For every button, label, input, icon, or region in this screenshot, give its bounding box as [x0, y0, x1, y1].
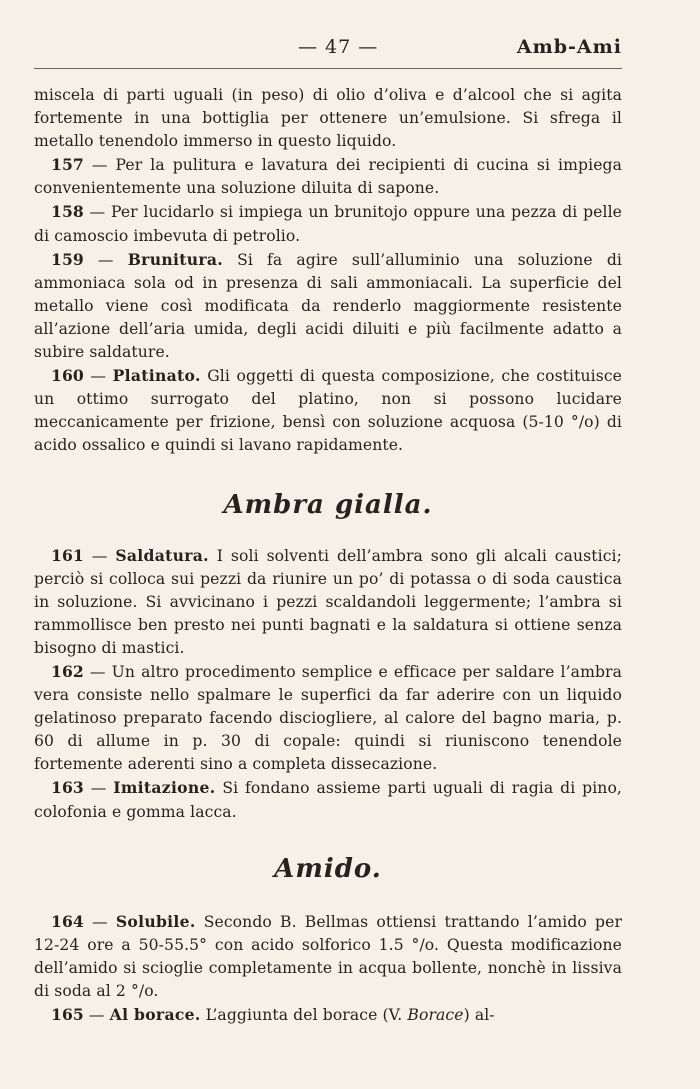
entry-separator: —	[83, 546, 116, 565]
entry-text: Per lucidarlo si impiega un brunitojo oppure una pezza di pelle di camoscio imbevuta di petrolio.	[34, 203, 623, 245]
entry-number: 165	[51, 1005, 84, 1024]
entry-paragraph	[34, 364, 622, 457]
entry-paragraph	[34, 660, 622, 776]
entry-text: Secondo B. Bellmas ottiensi trattando l’amido per 12-24 ore a 50-55.5° con acido solforico 1.5 °/o. Questa modificazione dell’amido si scioglie completamente in acqua bollente, nonchè in lissiva di soda al 2 °/o.	[34, 912, 623, 1000]
entry-number: 163	[51, 778, 84, 798]
entry-number: 162	[51, 661, 84, 681]
entry-separator: —	[83, 203, 111, 222]
page-number: — 47 —	[298, 36, 379, 58]
entry-text-end: ) al-	[463, 1006, 495, 1024]
entry-keyword: Saldatura.	[115, 545, 209, 565]
entry-keyword: Al borace.	[109, 1005, 201, 1024]
entry-separator: —	[83, 156, 116, 175]
entry-paragraph	[34, 153, 622, 200]
entry-text: Un altro procedimento semplice e efficace per saldare l’ambra vera consiste nello spalmare le superfici da far aderire con un liquido gelatinoso preparato facendo disciogliere, al calore del bagno maria, p. 60 di allume in p. 30 di copale: quindi si riuniscono tenendole fortemente aderenti sino a completa dissecazione.	[34, 662, 622, 774]
entry-keyword: Solubile.	[115, 911, 196, 931]
entry-separator: —	[83, 1006, 110, 1024]
entry-keyword: Platinato.	[112, 366, 201, 386]
entry-separator: —	[83, 367, 113, 386]
entry-paragraph	[34, 910, 622, 1003]
entries-group-aluminium	[34, 153, 622, 457]
entries-group-amido	[34, 910, 622, 1003]
entry-paragraph	[34, 200, 622, 247]
entry-paragraph	[34, 248, 622, 364]
entries-group-ambra	[34, 544, 622, 824]
page-header	[34, 36, 622, 62]
entry-text: Per la pulitura e lavatura dei recipienti di cucina si impiega convenientemente una soluzione diluita di sapone.	[34, 156, 622, 198]
entry-number: 164	[51, 911, 84, 931]
entry-paragraph	[34, 544, 622, 660]
header-rule	[34, 68, 622, 69]
entry-text: Si fondano assieme parti uguali di ragia di pino, colofonia e gomma lacca.	[34, 779, 622, 821]
entry-number: 160	[51, 366, 84, 386]
entry-number: 161	[51, 545, 84, 565]
section-heading-ambra-gialla: Ambra gialla.	[223, 489, 433, 520]
section-heading-amido: Amido.	[274, 853, 382, 884]
entry-text: L’aggiunta del borace (V.	[200, 1006, 408, 1024]
page-body	[34, 84, 622, 1027]
entry-number: 157	[51, 155, 84, 175]
entry-text: Si fa agire sull’alluminio una soluzione di ammoniaca sola od in presenza di sali ammoniacali. La superficie del metallo viene così modificata da renderlo maggiormente resistente all’azione dell’aria umida, degli acidi diluiti e più facilmente adatto a subire saldature.	[34, 250, 623, 362]
cross-reference: Borace	[407, 1006, 464, 1024]
entry-paragraph	[34, 1003, 622, 1027]
entry-separator: —	[83, 779, 114, 798]
continued-paragraph: miscela di parti uguali (in peso) di olio d’oliva e d’alcool che si agita fortemente in una bottiglia per ottenere un’emulsione. Si sfrega il metallo tenendolo immerso in questo liquido.	[34, 86, 622, 151]
entry-paragraph	[34, 776, 622, 823]
entry-number: 158	[51, 202, 84, 222]
entry-separator: —	[83, 912, 116, 931]
running-head: Amb-Ami	[516, 36, 622, 58]
entry-separator: —	[83, 250, 128, 269]
entry-text: I soli solventi dell’ambra sono gli alcali caustici; perciò si colloca sui pezzi da riunire un po’ di potassa o di soda caustica in soluzione. Si avvicinano i pezzi scaldandoli leggermente; l’ambra si rammollisce ben presto nei punti bagnati e la saldatura si ottiene senza bisogno di mastici.	[34, 546, 622, 657]
entry-keyword: Imitazione.	[113, 778, 216, 798]
entry-number: 159	[51, 249, 84, 269]
entry-text: Gli oggetti di questa composizione, che costituisce un ottimo surrogato del platino, non si possono lucidare meccanicamente per frizione, bensì con soluzione acquosa (5-10 °/o) di acido ossalico e quindi si lavano rapidamente.	[34, 367, 622, 455]
entry-separator: —	[83, 662, 112, 681]
entry-keyword: Brunitura.	[127, 249, 223, 269]
